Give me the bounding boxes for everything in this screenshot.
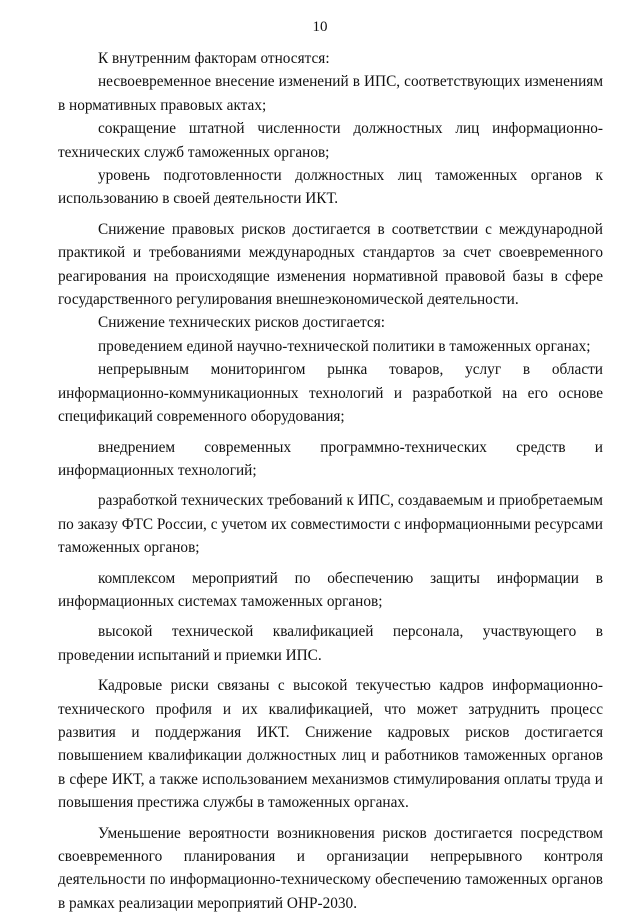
paragraph: высокой технической квалификацией персонала, участвующего в проведении испытаний и приемки ИПС.: [58, 623, 603, 664]
paragraph: Снижение правовых рисков достигается в соответствии с международной практикой и требованиями международных стандартов за счет своевременного реагирования на происходящие изменения нормативной правовой базы в сфере государственного регулирования внешнеэкономической деятельности.: [58, 220, 603, 309]
paragraph: уровень подготовленности должностных лиц таможенных органов к использованию в своей деятельности ИКТ.: [58, 167, 603, 208]
paragraph: Снижение технических рисков достигается:: [98, 314, 386, 332]
paragraph: проведением единой научно-технической политики в таможенных органах;: [98, 337, 591, 355]
paragraph: внедрением современных программно-технических средств и информационных технологий;: [58, 438, 603, 479]
page-number: 10: [312, 19, 328, 35]
document-body: [58, 47, 603, 915]
paragraph: Уменьшение вероятности возникновения рисков достигается посредством своевременного планирования и организации непрерывного контроля деятельности по информационно-техническому обеспечению таможенных органов в рамках реализации мероприятий ОНР-2030.: [58, 824, 603, 912]
paragraph: Кадровые риски связаны с высокой текучестью кадров информационно-технического профиля и их квалификацией, что может затруднить процесс развития и поддержания ИКТ. Снижение кадровых рисков достигается повышением квалификации должностных лиц и работников таможенных органов в сфере ИКТ, а также использованием механизмов стимулирования оплаты труда и повышения престижа службы в таможенных органах.: [58, 677, 603, 812]
paragraph: непрерывным мониторингом рынка товаров, услуг в области информационно-коммуникационных технологий и разработкой на его основе спецификаций современного оборудования;: [58, 361, 603, 426]
paragraph: разработкой технических требований к ИПС, создаваемым и приобретаемым по заказу ФТС России, с учетом их совместимости с информационными ресурсами таможенных органов;: [58, 492, 603, 557]
paragraph: сокращение штатной численности должностных лиц информационно-технических служб таможенных органов;: [58, 120, 603, 161]
paragraph: несвоевременное внесение изменений в ИПС, соответствующих изменениям в нормативных правовых актах;: [58, 73, 603, 114]
paragraph: К внутренним факторам относятся:: [98, 50, 330, 67]
paragraph: комплексом мероприятий по обеспечению защиты информации в информационных системах таможенных органов;: [58, 569, 603, 610]
